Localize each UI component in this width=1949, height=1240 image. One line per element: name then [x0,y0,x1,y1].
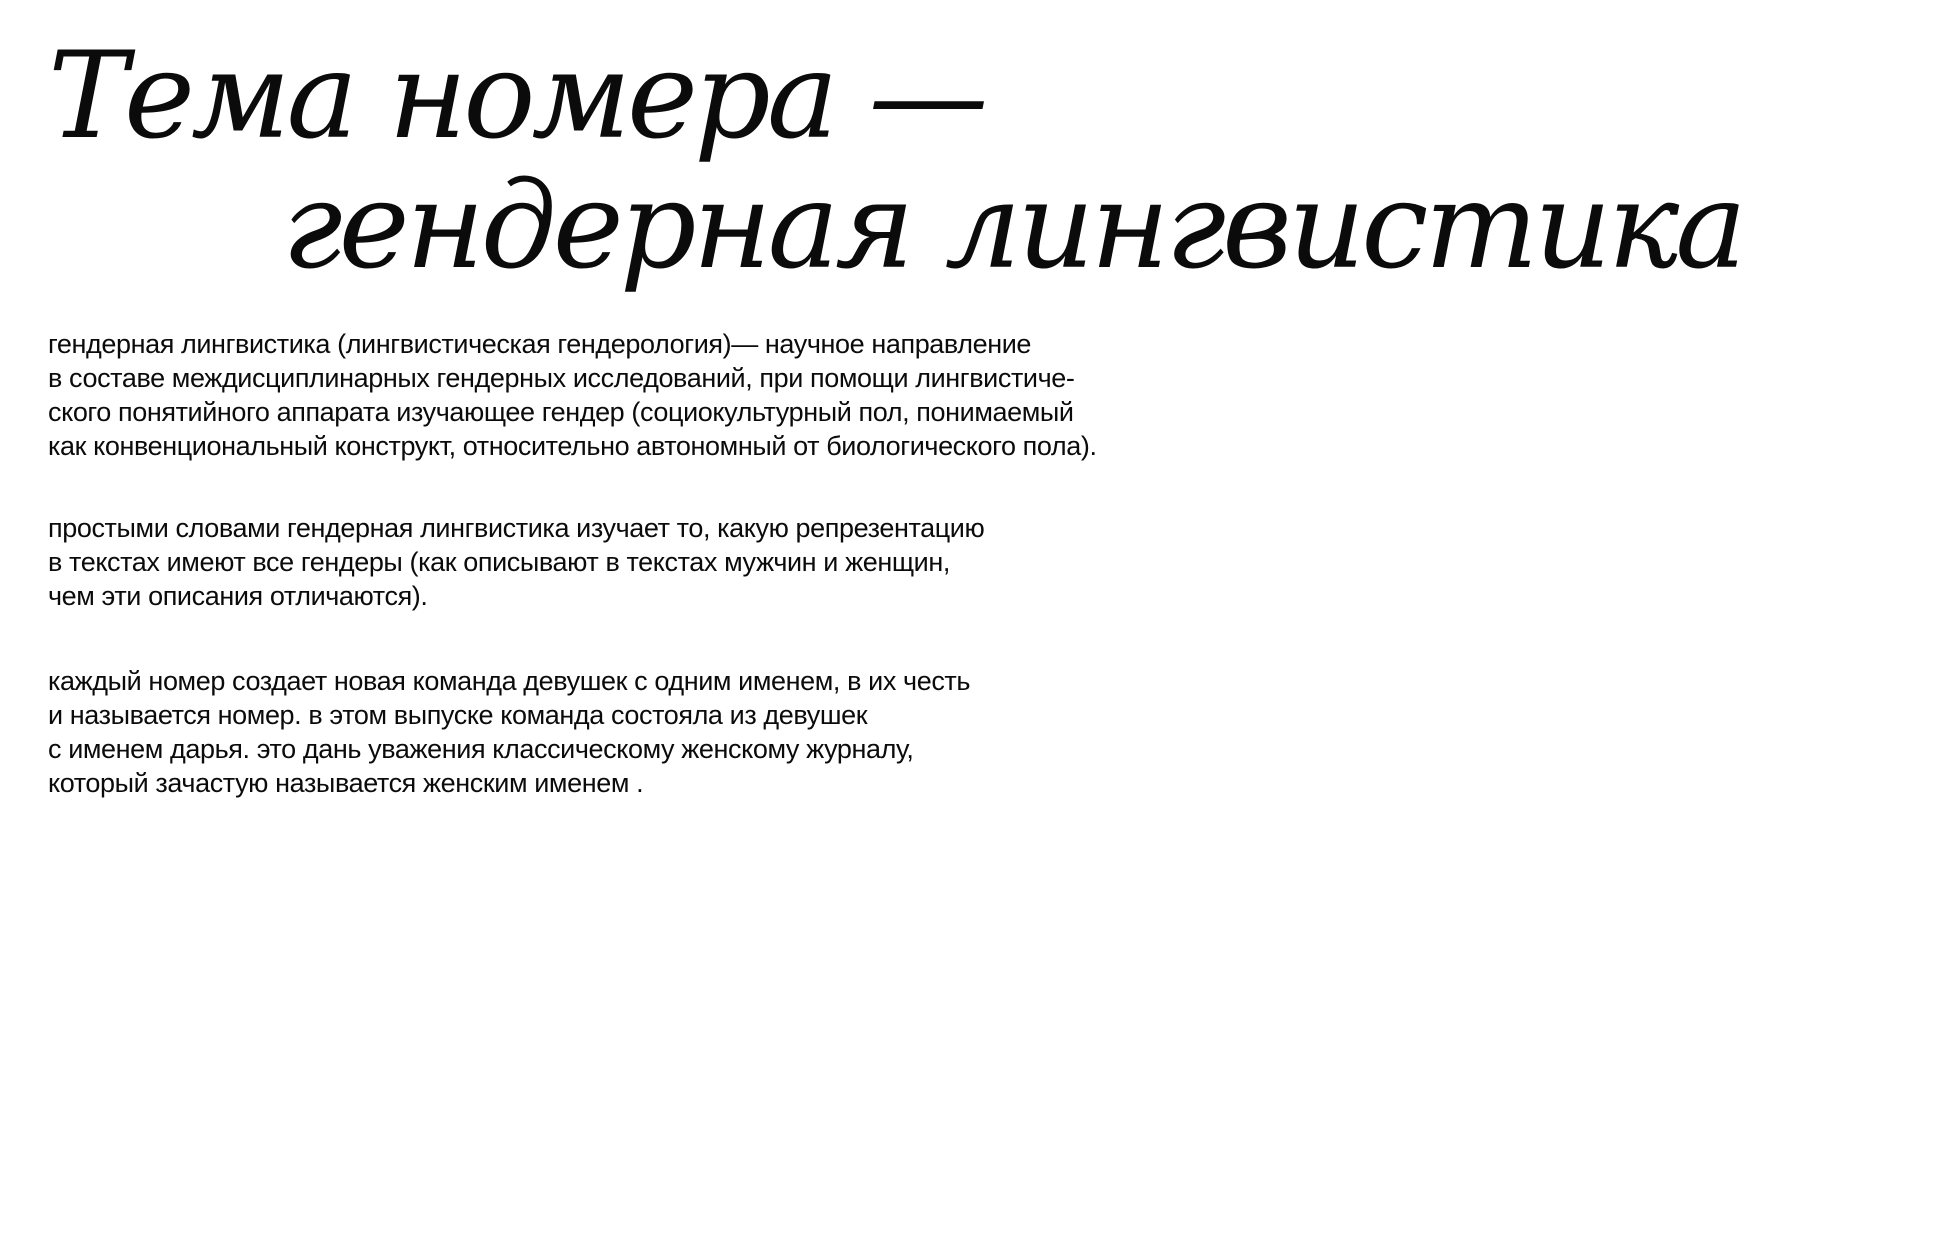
paragraph-line: каждый номер создает новая команда девушек с одним именем, в их честь [48,666,971,696]
paragraph-line: с именем дарья. это дань уважения классическому женскому журналу, [48,734,914,764]
paragraph-line: и называется номер. в этом выпуске команда состояла из девушек [48,700,868,730]
paragraph-line: простыми словами гендерная лингвистика изучает то, какую репрезентацию [48,513,985,543]
paragraph-line: ского понятийного аппарата изучающее гендер (социокультурный пол, понимаемый [48,397,1074,427]
paragraph-simple-explanation [48,511,1298,613]
paragraph-line: в составе междисциплинарных гендерных исследований, при помощи лингвистиче- [48,363,1075,393]
paragraph-definition [48,327,1298,463]
paragraph-line: в текстах имеют все гендеры (как описывают в текстах мужчин и женщин, [48,547,950,577]
paragraph-line: чем эти описания отличаются). [48,581,428,611]
paragraph-line: гендерная лингвистика (лингвистическая гендерология)— научное направление [48,329,1032,359]
page-title [48,27,1743,296]
paragraph-team-note [48,664,1298,800]
title-line-2: гендерная лингвистика [282,157,1743,296]
paragraph-line: как конвенциональный конструкт, относительно автономный от биологического пола). [48,431,1097,461]
title-line-1: Тема номера — [48,27,985,166]
paragraph-line: который зачастую называется женским именем . [48,768,644,798]
